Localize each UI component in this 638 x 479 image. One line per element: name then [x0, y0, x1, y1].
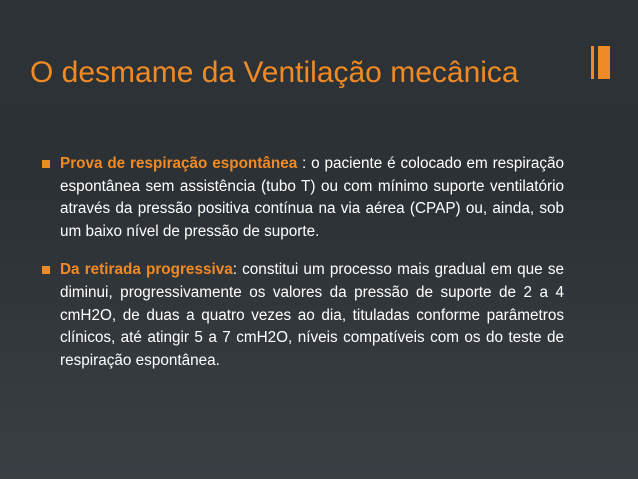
square-bullet-icon — [42, 160, 50, 168]
bullet-item — [42, 259, 564, 372]
title-accent-bar-thin — [591, 46, 594, 79]
slide-body — [42, 153, 564, 372]
bullet-separator: : — [297, 155, 312, 172]
bullet-lead: Da retirada progressiva — [60, 261, 233, 279]
bullet-text: o paciente é colocado em respiração espontânea sem assistência (tubo T) ou com mínimo suporte ventilatório através da pressão positiva contínua na via aérea (CPAP) ou, ainda, sob um baixo nível de pressão de suporte. — [60, 155, 565, 240]
bullet-item — [42, 153, 564, 243]
title-accent-bar-thick — [598, 46, 610, 79]
bullet-text: constitui um processo mais gradual em que se diminui, progressivamente os valores da pressão de suporte de 2 a 4 cmH2O, de duas a quatro vezes ao dia, tituladas conforme parâmetros clínicos, até atingir 5 a 7 cmH2O, níveis compatíveis com os do teste de respiração espontânea. — [60, 261, 564, 369]
bullet-separator: : — [232, 261, 243, 279]
bullet-lead: Prova de respiração espontânea — [60, 155, 298, 172]
square-bullet-icon — [42, 266, 50, 274]
slide-title: O desmame da Ventilação mecânica — [30, 56, 519, 89]
